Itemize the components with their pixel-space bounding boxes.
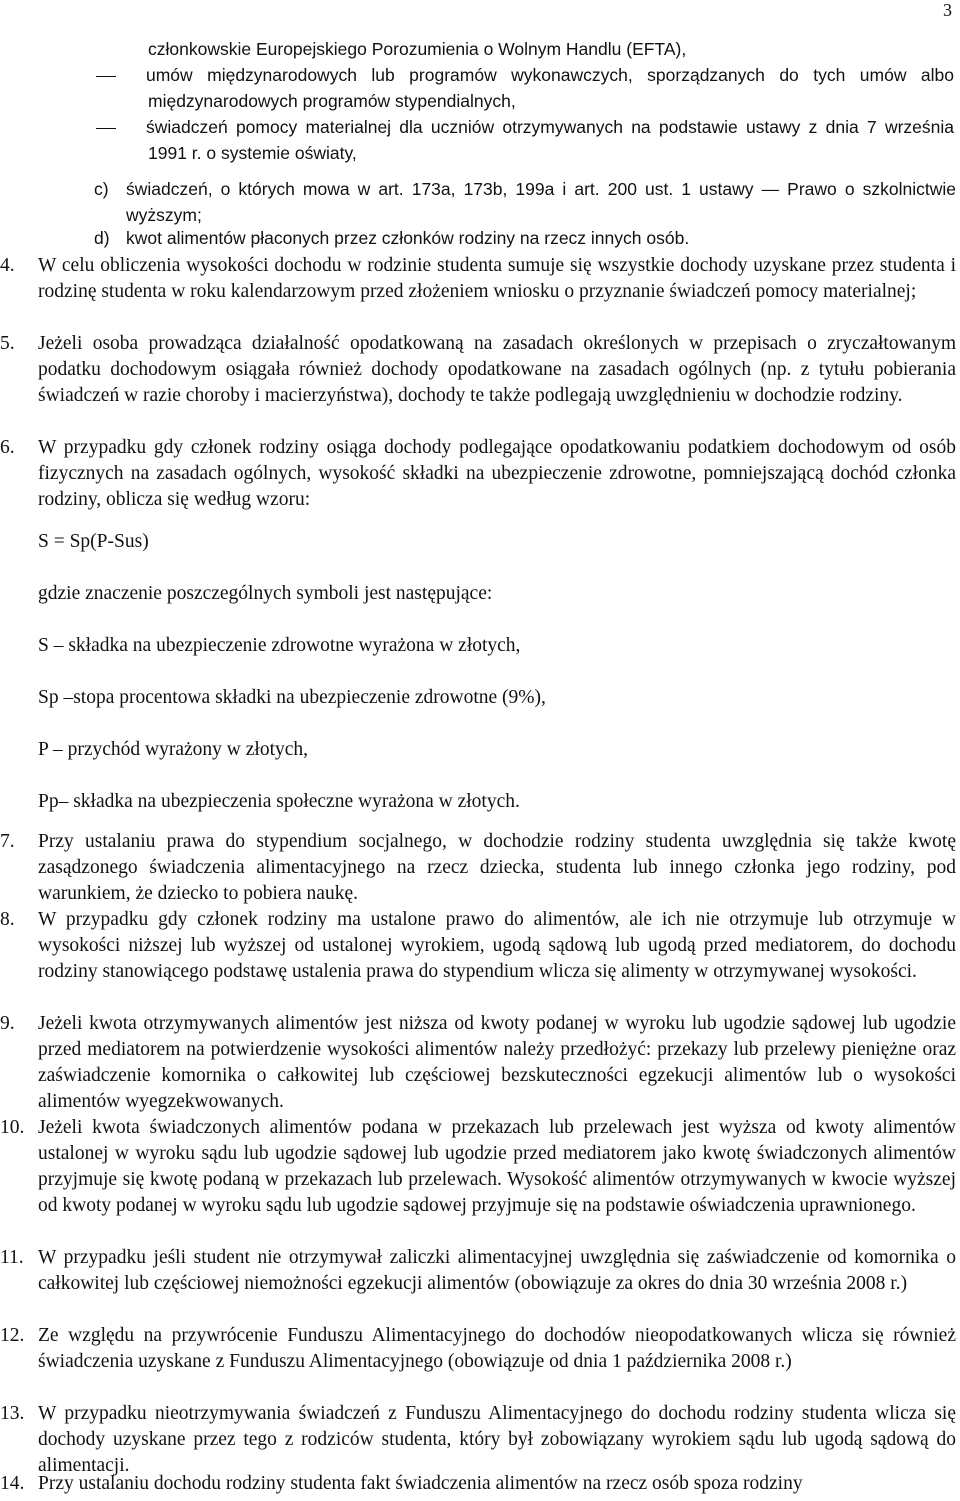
- item-text: Jeżeli kwota otrzymywanych alimentów jest niższa od kwoty podanej w wyroku lub ugodzie sądowej lub ugodzie przed mediatorem na potwierdzenie wysokości alimentów należy przedłożyć: przekazy lub przelewy pieniężne oraz zaświadczenie komornika o całkowitej lub częściowej bezskuteczności egzekucji alimentów lub o wysokości alimentów wyegzekwowanych.: [38, 1013, 956, 1112]
- item-text: Jeżeli kwota świadczonych alimentów podana w przekazach lub przelewach jest wyższa od kwoty alimentów ustalonej w wyroku sądu lub ugodzie sądowej lub ugodzie przed mediatorem jako kwotę świadczonych alimentów przyjmuje się kwotę podaną w przekazach lub przelewach. Wysokość alimentów otrzymywanych w kwocie wyższej od kwoty podanej w wyroku sądu lub ugodzie sądowej przyjmuje się na podstawie oświadczenia uprawnionego.: [38, 1117, 956, 1216]
- formula-symbol-p: P – przychód wyrażony w złotych,: [38, 739, 309, 760]
- numbered-item-5: [0, 331, 956, 409]
- numbered-item-10: [0, 1115, 956, 1219]
- intro-line: członkowskie Europejskiego Porozumienia o Wolnym Handlu (EFTA),: [148, 39, 687, 59]
- formula-equation: S = Sp(P-Sus): [38, 531, 149, 552]
- item-text: W przypadku gdy członek rodziny ma ustalone prawo do alimentów, ale ich nie otrzymuje lub otrzymuje w wysokości niższej lub wyższej od ustalonej wyrokiem, ugodą sądową lub ugodą przed mediatorem, do dochodu rodziny stanowiącego podstawę ustalenia prawa do stypendium wlicza się alimenty w otrzymywanej wysokości.: [38, 909, 956, 982]
- item-text: Ze względu na przywrócenie Funduszu Alimentacyjnego do dochodów nieopodatkowanych wlicza się również świadczenia uzyskane z Funduszu Alimentacyjnego (obowiązuje od dnia 1 października 2008 r.): [38, 1325, 956, 1372]
- formula-intro: gdzie znaczenie poszczególnych symboli jest następujące:: [38, 583, 493, 604]
- item-text: W celu obliczenia wysokości dochodu w rodzinie studenta sumuje się wszystkie dochody uzyskane przez studenta i rodzinę studenta w roku kalendarzowym przed złożeniem wniosku o przyznanie świadczeń pomocy materialnej;: [38, 255, 956, 302]
- item-text: W przypadku nieotrzymywania świadczeń z Funduszu Alimentacyjnego do dochodu rodziny studenta wlicza się dochody uzyskane przez tego z rodziców studenta, który był zobowiązany wyrokiem sądu lub ugodą sądową do alimentacji.: [38, 1403, 956, 1476]
- letter-item-mark: d): [94, 228, 110, 248]
- item-number: 8.: [0, 909, 15, 930]
- item-number: 13.: [0, 1403, 25, 1424]
- letter-item-c: [94, 176, 956, 228]
- item-number: 7.: [0, 831, 15, 852]
- letter-item-text: świadczeń, o których mowa w art. 173a, 173b, 199a i art. 200 ust. 1 ustawy — Prawo o szkolnictwie wyższym;: [126, 179, 956, 225]
- numbered-item-12: [0, 1323, 956, 1375]
- item-text: Przy ustalaniu dochodu rodziny studenta fakt świadczenia alimentów na rzecz osób spoza rodziny: [38, 1473, 803, 1494]
- letter-item-d: [94, 225, 956, 251]
- item-number: 6.: [0, 437, 15, 458]
- formula-symbol-pp: Pp– składka na ubezpieczenia społeczne wyrażona w złotych.: [38, 791, 520, 812]
- item-text: Przy ustalaniu prawa do stypendium socjalnego, w dochodzie rodziny studenta uwzględnia się także kwotę zasądzonego świadczenia alimentacyjnego na rzecz dziecka, studenta lub innego członka jego rodziny, pod warunkiem, że dziecko to pobiera naukę.: [38, 831, 956, 904]
- letter-item-mark: c): [94, 179, 109, 199]
- dash-item-text: świadczeń pomocy materialnej dla uczniów otrzymywanych na podstawie ustawy z dnia 7 września 1991 r. o systemie oświaty,: [146, 117, 954, 163]
- dash-bullet-icon: [96, 128, 116, 130]
- numbered-item-11: [0, 1245, 956, 1297]
- item-number: 11.: [0, 1247, 24, 1268]
- numbered-item-8: [0, 907, 956, 985]
- numbered-item-13: [0, 1401, 956, 1479]
- item-number: 4.: [0, 255, 15, 276]
- numbered-item-9: [0, 1011, 956, 1115]
- dash-item: [94, 62, 954, 114]
- dash-item-text: umów międzynarodowych lub programów wykonawczych, sporządzanych do tych umów albo międzynarodowych programów stypendialnych,: [146, 65, 954, 111]
- numbered-item-6: [0, 435, 956, 513]
- item-number: 9.: [0, 1013, 15, 1034]
- item-text: W przypadku jeśli student nie otrzymywał zaliczki alimentacyjnej uwzględnia się zaświadczenie od komornika o całkowitej lub częściowej niemożności egzekucji alimentów (obowiązuje za okres do dnia 30 września 2008 r.): [38, 1247, 956, 1294]
- item-text: W przypadku gdy członek rodziny osiąga dochody podlegające opodatkowaniu podatkiem dochodowym od osób fizycznych na zasadach ogólnych, wysokość składki na ubezpieczenie zdrowotne, pomniejszającą dochód członka rodziny, oblicza się według wzoru:: [38, 437, 956, 510]
- page-number: 3: [943, 0, 952, 20]
- item-number: 14.: [0, 1473, 25, 1494]
- item-number: 12.: [0, 1325, 25, 1346]
- numbered-item-4: [0, 253, 956, 305]
- numbered-item-14: [0, 1471, 956, 1497]
- numbered-item-7: [0, 829, 956, 907]
- formula-symbol-s: S – składka na ubezpieczenie zdrowotne wyrażona w złotych,: [38, 635, 521, 656]
- dash-item: [94, 114, 954, 166]
- item-number: 10.: [0, 1117, 25, 1138]
- item-text: Jeżeli osoba prowadząca działalność opodatkowaną na zasadach określonych w przepisach o zryczałtowanym podatku dochodowym osiągała również dochody opodatkowane na zasadach ogólnych (np. z tytułu pobierania świadczeń w razie choroby i macierzyństwa), dochody te także podlegają uwzględnieniu w dochodzie rodziny.: [38, 333, 956, 406]
- formula-symbol-sp: Sp –stopa procentowa składki na ubezpieczenie zdrowotne (9%),: [38, 687, 546, 708]
- letter-item-text: kwot alimentów płaconych przez członków rodziny na rzecz innych osób.: [126, 228, 690, 248]
- dash-bullet-icon: [96, 76, 116, 78]
- item-number: 5.: [0, 333, 15, 354]
